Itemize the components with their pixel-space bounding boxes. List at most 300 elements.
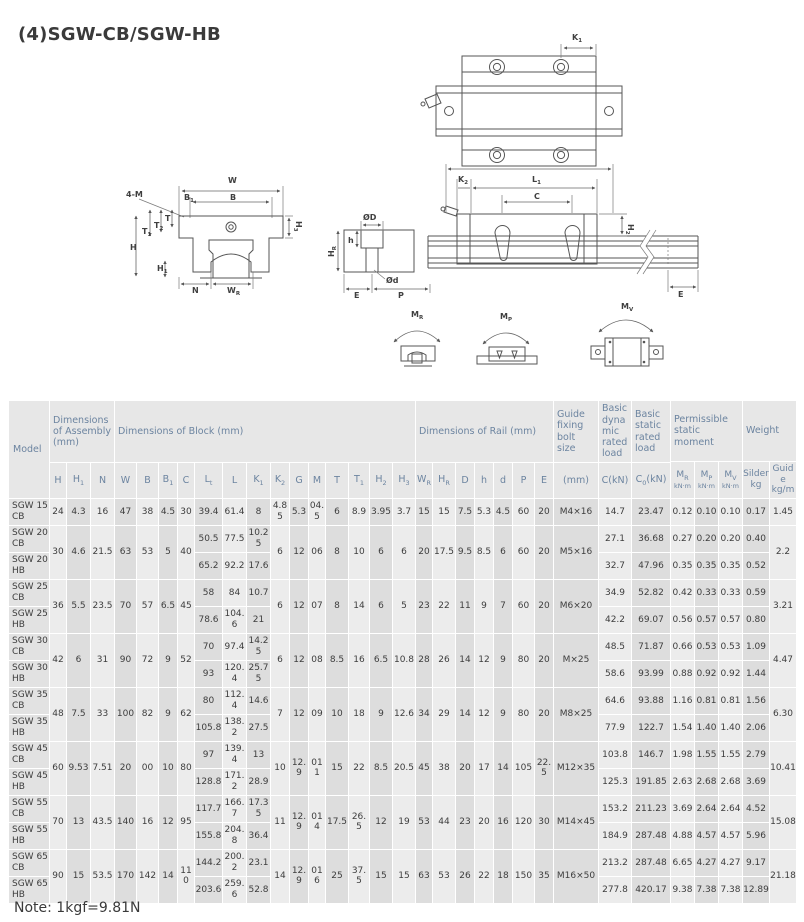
table-cell: 0.40 xyxy=(743,526,769,552)
table-cell: 0.27 xyxy=(671,526,694,552)
table-cell: 2.64 xyxy=(719,796,742,822)
col-header-t1: $T_1$ xyxy=(349,463,369,498)
table-cell: 0.20 xyxy=(719,526,742,552)
table-cell: 16 xyxy=(494,796,512,849)
table-cell: M8×25 xyxy=(554,688,598,741)
table-cell: 80 xyxy=(513,634,534,687)
table-cell: 2.68 xyxy=(719,769,742,795)
table-cell: 153.2 xyxy=(599,796,631,822)
table-cell: 6 xyxy=(67,634,90,687)
table-cell: 120 xyxy=(513,796,534,849)
table-cell: 7 xyxy=(494,580,512,633)
dimension-label: $H_2$ xyxy=(624,224,635,235)
footnote: Note: 1kgf=9.81N xyxy=(14,900,141,916)
table-cell: 200.2 xyxy=(223,850,246,876)
col-header-h: h xyxy=(475,463,493,498)
table-cell: 53 xyxy=(416,796,432,849)
table-cell: 7.5 xyxy=(456,499,474,525)
dimension-label: C xyxy=(534,192,540,201)
table-cell: 4.52 xyxy=(743,796,769,822)
table-cell: 12.89 xyxy=(743,877,769,903)
table-cell: 14.6 xyxy=(247,688,270,714)
table-cell: 22 xyxy=(349,742,369,795)
table-cell: 6 xyxy=(393,526,415,579)
table-cell: 82 xyxy=(137,688,158,741)
table-cell: 0.35 xyxy=(671,553,694,579)
table-cell: 84 xyxy=(223,580,246,606)
dimension-label: $T_1$ xyxy=(142,227,152,238)
table-cell: 7.38 xyxy=(695,877,718,903)
table-cell: 30 xyxy=(50,526,66,579)
table-cell: 64.6 xyxy=(599,688,631,714)
table-cell: 14 xyxy=(271,850,289,903)
table-cell: 37.5 xyxy=(349,850,369,903)
table-cell: 4.6 xyxy=(67,526,90,579)
table-cell: 14.25 xyxy=(247,634,270,660)
table-cell: 28 xyxy=(416,634,432,687)
table-cell: 8.9 xyxy=(349,499,369,525)
table-cell: 53 xyxy=(137,526,158,579)
model-cell: SGW 20HB xyxy=(9,553,49,579)
table-cell: 70 xyxy=(115,580,136,633)
table-cell: 15 xyxy=(416,499,432,525)
table-cell: 4.3 xyxy=(67,499,90,525)
table-cell: 12.9 xyxy=(290,742,308,795)
moment-diagram-mr xyxy=(394,331,440,366)
table-cell: 69.07 xyxy=(632,607,670,633)
table-cell: 20 xyxy=(535,634,553,687)
table-cell: 11 xyxy=(456,580,474,633)
table-cell: 9 xyxy=(494,688,512,741)
table-cell: 8 xyxy=(326,580,348,633)
table-cell: 27.5 xyxy=(247,715,270,741)
table-cell: 103.8 xyxy=(599,742,631,768)
table-cell: 97 xyxy=(195,742,222,768)
table-cell: 61.4 xyxy=(223,499,246,525)
table-cell: 9 xyxy=(494,634,512,687)
dimension-label: E xyxy=(354,291,360,300)
table-cell: 93.99 xyxy=(632,661,670,687)
col-header-e: E xyxy=(535,463,553,498)
table-cell: 8 xyxy=(326,526,348,579)
col-header-g: G xyxy=(290,463,308,498)
table-cell: 122.7 xyxy=(632,715,670,741)
table-cell: 26 xyxy=(433,634,455,687)
table-cell: 77.9 xyxy=(599,715,631,741)
table-cell: 45 xyxy=(416,742,432,795)
table-cell: 0.53 xyxy=(695,634,718,660)
table-cell: 10 xyxy=(326,688,348,741)
col-header-p: P xyxy=(513,463,534,498)
table-cell: 5.5 xyxy=(67,580,90,633)
table-cell: 3.95 xyxy=(370,499,392,525)
table-cell: 0.17 xyxy=(743,499,769,525)
table-cell: M6×20 xyxy=(554,580,598,633)
deep-header-mp: $M_P$ kN·m xyxy=(695,462,718,498)
block-top-view-drawing xyxy=(421,44,622,166)
table-cell: 4.85 xyxy=(271,499,289,525)
table-cell: 34 xyxy=(416,688,432,741)
table-cell: 287.48 xyxy=(632,823,670,849)
table-cell: 9.5 xyxy=(456,526,474,579)
table-cell: 014 xyxy=(309,796,325,849)
table-cell: 17 xyxy=(475,742,493,795)
table-cell: 13 xyxy=(67,796,90,849)
table-cell: 211.23 xyxy=(632,796,670,822)
table-cell: 22.5 xyxy=(535,742,553,795)
table-cell: 1.09 xyxy=(743,634,769,660)
table-cell: 9 xyxy=(370,688,392,741)
col-header-h3: $H_3$ xyxy=(393,463,415,498)
table-cell: 171.2 xyxy=(223,769,246,795)
table-cell: 6.30 xyxy=(770,688,796,741)
table-cell: 20 xyxy=(115,742,136,795)
table-cell: 16 xyxy=(137,796,158,849)
moment-diagram-mv xyxy=(591,320,663,366)
table-cell: 80 xyxy=(195,688,222,714)
table-cell: 016 xyxy=(309,850,325,903)
table-cell: 140 xyxy=(115,796,136,849)
spec-table xyxy=(8,400,797,904)
table-cell: 18 xyxy=(349,688,369,741)
table-cell: 70 xyxy=(50,796,66,849)
table-cell: 14 xyxy=(159,850,177,903)
table-cell: 38 xyxy=(433,742,455,795)
table-cell: 3.69 xyxy=(743,769,769,795)
table-cell: 139.4 xyxy=(223,742,246,768)
table-cell: 0.57 xyxy=(695,607,718,633)
table-cell: 420.17 xyxy=(632,877,670,903)
table-cell: 213.2 xyxy=(599,850,631,876)
model-cell: SGW 30HB xyxy=(9,661,49,687)
table-cell: 5.96 xyxy=(743,823,769,849)
table-cell: 6 xyxy=(370,526,392,579)
table-cell: 29 xyxy=(433,688,455,741)
dimension-label: $T_2$ xyxy=(154,221,164,232)
col-header-lt: $L_t$ xyxy=(195,463,222,498)
table-cell: 17.5 xyxy=(433,526,455,579)
table-cell: M16×50 xyxy=(554,850,598,903)
table-cell: 58.6 xyxy=(599,661,631,687)
table-cell: 52.8 xyxy=(247,877,270,903)
dimension-label: $B_1$ xyxy=(184,193,194,204)
table-cell: 6.5 xyxy=(370,634,392,687)
table-cell: 23.5 xyxy=(91,580,114,633)
table-cell: 90 xyxy=(50,850,66,903)
table-cell: 120.4 xyxy=(223,661,246,687)
table-cell: 39.4 xyxy=(195,499,222,525)
table-cell: 8.5 xyxy=(326,634,348,687)
table-cell: 26 xyxy=(456,850,474,903)
table-cell: 45 xyxy=(178,580,194,633)
table-cell: 0.88 xyxy=(671,661,694,687)
table-cell: 1.40 xyxy=(719,715,742,741)
dimension-label: $K_1$ xyxy=(572,33,583,44)
table-cell: 7.38 xyxy=(719,877,742,903)
table-cell: 48.5 xyxy=(599,634,631,660)
table-cell: 77.5 xyxy=(223,526,246,552)
table-cell: 21.18 xyxy=(770,850,796,903)
dimension-label: N xyxy=(192,286,199,295)
table-cell: 12.9 xyxy=(290,796,308,849)
model-cell: SGW 45HB xyxy=(9,769,49,795)
table-cell: 0.35 xyxy=(695,553,718,579)
table-cell: 0.92 xyxy=(719,661,742,687)
col-header-c0: $C_0(kN)$ xyxy=(632,463,670,498)
table-cell: 5.3 xyxy=(290,499,308,525)
table-cell: 0.12 xyxy=(671,499,694,525)
table-cell: 63 xyxy=(416,850,432,903)
table-cell: 110 xyxy=(178,850,194,903)
table-cell: 20.5 xyxy=(393,742,415,795)
rail-cross-section-drawing xyxy=(338,221,430,293)
table-cell: 4.5 xyxy=(494,499,512,525)
table-cell: 011 xyxy=(309,742,325,795)
table-cell: 30 xyxy=(178,499,194,525)
table-cell: 10.7 xyxy=(247,580,270,606)
table-cell: 19 xyxy=(393,796,415,849)
table-cell: 6.5 xyxy=(159,580,177,633)
table-cell: 259.6 xyxy=(223,877,246,903)
table-cell: 22 xyxy=(475,850,493,903)
table-cell: 17.6 xyxy=(247,553,270,579)
table-cell: 92.2 xyxy=(223,553,246,579)
table-cell: 35 xyxy=(535,850,553,903)
table-cell: 25 xyxy=(326,850,348,903)
table-cell: 10 xyxy=(159,742,177,795)
table-cell: 07 xyxy=(309,580,325,633)
table-cell: 15 xyxy=(370,850,392,903)
table-cell: 13 xyxy=(247,742,270,768)
model-cell: SGW 20CB xyxy=(9,526,49,552)
deep-header-mv: $M_V$ kN·m xyxy=(719,462,742,498)
table-cell: 10.41 xyxy=(770,742,796,795)
table-cell: 12 xyxy=(475,688,493,741)
table-cell: 142 xyxy=(137,850,158,903)
table-cell: 138.2 xyxy=(223,715,246,741)
table-cell: 60 xyxy=(50,742,66,795)
table-cell: 9.53 xyxy=(67,742,90,795)
col-header-h1: $H_1$ xyxy=(67,463,90,498)
table-cell: 3.69 xyxy=(671,796,694,822)
table-cell: 4.88 xyxy=(671,823,694,849)
group-header-4: Basic dynamic rated load xyxy=(599,401,631,462)
table-cell: 12 xyxy=(290,526,308,579)
table-cell: M12×35 xyxy=(554,742,598,795)
col-header-k2: $K_2$ xyxy=(271,463,289,498)
table-cell: M14×45 xyxy=(554,796,598,849)
table-cell: 9 xyxy=(475,580,493,633)
table-cell: 31 xyxy=(91,634,114,687)
table-cell: 2.06 xyxy=(743,715,769,741)
table-cell: 53.5 xyxy=(91,850,114,903)
table-cell: 7.5 xyxy=(67,688,90,741)
table-cell: 0.56 xyxy=(671,607,694,633)
table-cell: 70 xyxy=(195,634,222,660)
table-cell: 12 xyxy=(370,796,392,849)
table-cell: 125.3 xyxy=(599,769,631,795)
table-cell: 14 xyxy=(494,742,512,795)
table-cell: 10.25 xyxy=(247,526,270,552)
col-header-k1: $K_1$ xyxy=(247,463,270,498)
table-cell: 1.45 xyxy=(770,499,796,525)
table-cell: 4.57 xyxy=(695,823,718,849)
table-cell: 170 xyxy=(115,850,136,903)
table-cell: 155.8 xyxy=(195,823,222,849)
table-cell: 9.38 xyxy=(671,877,694,903)
table-cell: 15 xyxy=(67,850,90,903)
table-cell: 2.68 xyxy=(695,769,718,795)
table-cell: 63 xyxy=(115,526,136,579)
table-cell: 20 xyxy=(535,688,553,741)
table-cell: 6.65 xyxy=(671,850,694,876)
table-cell: 20 xyxy=(535,499,553,525)
model-cell: SGW 55HB xyxy=(9,823,49,849)
dimension-label: P xyxy=(398,291,404,300)
table-cell: 1.54 xyxy=(671,715,694,741)
table-cell: 65.2 xyxy=(195,553,222,579)
table-cell: 8 xyxy=(247,499,270,525)
table-cell: 4.57 xyxy=(719,823,742,849)
table-cell: 144.2 xyxy=(195,850,222,876)
table-cell: 1.55 xyxy=(695,742,718,768)
table-cell: 10.8 xyxy=(393,634,415,687)
dimension-label: $H_1$ xyxy=(157,264,168,275)
col-header-d: d xyxy=(494,463,512,498)
table-cell: 104.6 xyxy=(223,607,246,633)
table-cell: 105 xyxy=(513,742,534,795)
table-cell: 57 xyxy=(137,580,158,633)
table-cell: 0.35 xyxy=(719,553,742,579)
model-cell: SGW 15CB xyxy=(9,499,49,525)
table-cell: 100 xyxy=(115,688,136,741)
table-cell: 166.7 xyxy=(223,796,246,822)
model-cell: SGW 65CB xyxy=(9,850,49,876)
table-cell: 184.9 xyxy=(599,823,631,849)
table-cell: 22 xyxy=(433,580,455,633)
dimension-label: $L_1$ xyxy=(532,175,541,186)
deep-header-silder-kg: Silder kg xyxy=(743,462,769,498)
table-cell: 97.4 xyxy=(223,634,246,660)
table-cell: 15 xyxy=(433,499,455,525)
table-cell: 18 xyxy=(494,850,512,903)
table-cell: 16 xyxy=(349,634,369,687)
table-cell: 6 xyxy=(494,526,512,579)
table-row xyxy=(9,634,796,660)
dimension-label: $H_R$ xyxy=(327,246,338,257)
page-title: (4)SGW-CB/SGW-HB xyxy=(18,24,221,45)
dimension-label: T xyxy=(165,214,171,223)
table-cell: 14 xyxy=(349,580,369,633)
table-cell: 6 xyxy=(326,499,348,525)
table-cell: 0.20 xyxy=(695,526,718,552)
model-cell: SGW 35CB xyxy=(9,688,49,714)
table-cell: 6 xyxy=(271,634,289,687)
table-cell: 0.10 xyxy=(719,499,742,525)
table-cell: 0.53 xyxy=(719,634,742,660)
dimension-label: $H_3$ xyxy=(292,221,303,232)
model-cell: SGW 25CB xyxy=(9,580,49,606)
table-cell: 93 xyxy=(195,661,222,687)
table-cell: 32.7 xyxy=(599,553,631,579)
col-header-h: H xyxy=(50,463,66,498)
table-cell: 5 xyxy=(159,526,177,579)
table-row xyxy=(9,796,796,822)
table-cell: 80 xyxy=(513,688,534,741)
table-cell: 26.5 xyxy=(349,796,369,849)
table-cell: 24 xyxy=(50,499,66,525)
table-cell: 36.68 xyxy=(632,526,670,552)
col-header-m: M xyxy=(309,463,325,498)
table-cell: 78.6 xyxy=(195,607,222,633)
table-cell: 47 xyxy=(115,499,136,525)
table-cell: 72 xyxy=(137,634,158,687)
block-side-view-drawing xyxy=(428,164,698,292)
table-cell: 33 xyxy=(91,688,114,741)
table-cell: 203.6 xyxy=(195,877,222,903)
table-cell: 20 xyxy=(416,526,432,579)
table-cell: 23.1 xyxy=(247,850,270,876)
table-cell: 204.8 xyxy=(223,823,246,849)
col-header-t: T xyxy=(326,463,348,498)
table-cell: 12 xyxy=(475,634,493,687)
table-cell: 5.3 xyxy=(475,499,493,525)
table-cell: 95 xyxy=(178,796,194,849)
table-cell: 3.21 xyxy=(770,580,796,633)
table-cell: 16 xyxy=(91,499,114,525)
dimension-label: B xyxy=(230,193,237,202)
table-cell: 23 xyxy=(456,796,474,849)
col-header-b1: $B_1$ xyxy=(159,463,177,498)
moment-diagram-mp xyxy=(477,333,537,364)
table-cell: 50.5 xyxy=(195,526,222,552)
table-cell: 1.16 xyxy=(671,688,694,714)
table-cell: 7 xyxy=(271,688,289,741)
table-cell: 8.5 xyxy=(370,742,392,795)
col-header-c: C xyxy=(178,463,194,498)
table-cell: 1.56 xyxy=(743,688,769,714)
table-cell: 3.7 xyxy=(393,499,415,525)
col-header-h2: $H_2$ xyxy=(370,463,392,498)
table-cell: 287.48 xyxy=(632,850,670,876)
spec-table-container xyxy=(8,400,797,904)
table-cell: 1.44 xyxy=(743,661,769,687)
table-cell: 06 xyxy=(309,526,325,579)
table-cell: 6 xyxy=(271,580,289,633)
table-cell: 9.17 xyxy=(743,850,769,876)
table-cell: 1.55 xyxy=(719,742,742,768)
dimension-label: E xyxy=(678,290,684,299)
model-cell: SGW 55CB xyxy=(9,796,49,822)
table-cell: 1.98 xyxy=(671,742,694,768)
table-cell: 7.51 xyxy=(91,742,114,795)
table-row xyxy=(9,742,796,768)
dimension-label: $K_2$ xyxy=(458,175,469,186)
table-cell: 0.33 xyxy=(719,580,742,606)
col-header-wr: $W_R$ xyxy=(416,463,432,498)
table-cell: 48 xyxy=(50,688,66,741)
table-cell: 112.4 xyxy=(223,688,246,714)
table-cell: 23 xyxy=(416,580,432,633)
table-cell: 71.87 xyxy=(632,634,670,660)
block-front-view-drawing xyxy=(136,186,293,289)
table-cell: 4.47 xyxy=(770,634,796,687)
table-cell: 08 xyxy=(309,634,325,687)
dimension-label: h xyxy=(348,236,354,245)
table-cell: 15 xyxy=(326,742,348,795)
table-cell: 44 xyxy=(433,796,455,849)
table-cell: 0.42 xyxy=(671,580,694,606)
